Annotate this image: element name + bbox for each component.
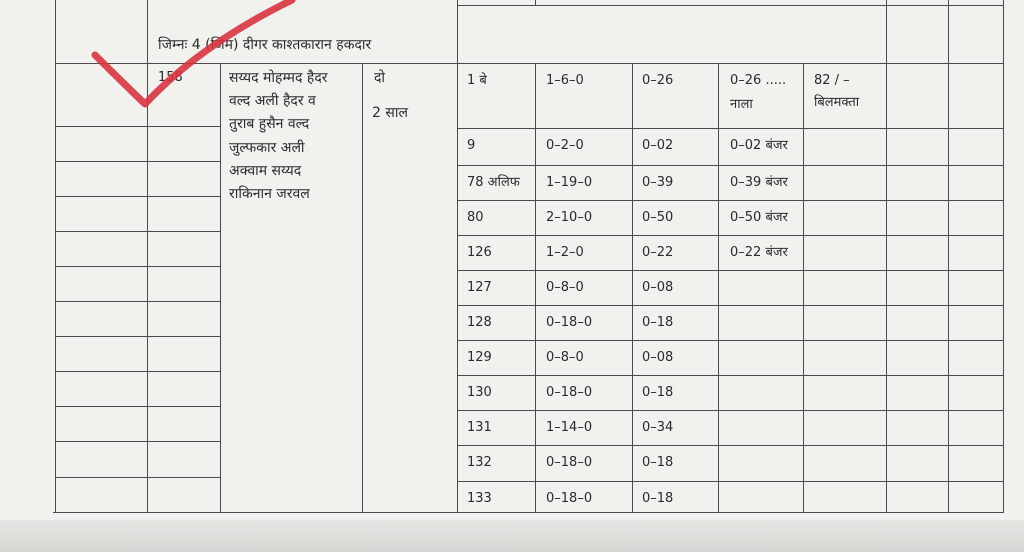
- grid-line-horizontal: [457, 375, 718, 376]
- land-note: 0–39 बंजर: [730, 175, 788, 190]
- area-value: 0–18–0: [546, 455, 593, 470]
- grid-line-horizontal: [457, 305, 718, 306]
- grid-line-horizontal: [147, 441, 220, 442]
- grid-line-horizontal: [457, 5, 1004, 6]
- grid-line-horizontal: [55, 266, 147, 267]
- grid-line-horizontal: [147, 266, 220, 267]
- grid-line-horizontal: [803, 375, 1004, 376]
- area-value: 2–10–0: [546, 210, 593, 225]
- grid-line-horizontal: [55, 231, 147, 232]
- khasra-number: 132: [467, 455, 492, 470]
- grid-line-horizontal: [803, 270, 1004, 271]
- rent-value: 0–18: [642, 491, 674, 506]
- rent-value: 0–26: [642, 73, 674, 88]
- share-line: दो: [374, 70, 386, 86]
- khasra-number: 133: [467, 491, 492, 506]
- grid-line-vertical: [457, 0, 458, 512]
- area-value: 0–18–0: [546, 491, 593, 506]
- grid-line-horizontal: [457, 200, 718, 201]
- share-line: 2 साल: [372, 105, 408, 121]
- khasra-number: 127: [467, 280, 492, 295]
- grid-line-horizontal: [803, 128, 1004, 129]
- khasra-number: 78 अलिफ: [467, 175, 520, 190]
- khasra-number: 9: [467, 138, 476, 153]
- land-note: 0–50 बंजर: [730, 210, 788, 225]
- table-right-border: [1003, 0, 1004, 512]
- rent-value: 0–22: [642, 245, 674, 260]
- khasra-number: 1 बे: [467, 73, 487, 88]
- area-value: 0–2–0: [546, 138, 584, 153]
- grid-line-horizontal: [55, 441, 147, 442]
- grid-line-horizontal: [718, 270, 803, 271]
- area-value: 0–18–0: [546, 315, 593, 330]
- grid-line-horizontal: [457, 481, 718, 482]
- grid-line-horizontal: [55, 126, 147, 127]
- rent-value: 0–08: [642, 280, 674, 295]
- area-value: 1–2–0: [546, 245, 584, 260]
- grid-line-vertical: [220, 63, 221, 512]
- grid-line-horizontal: [147, 371, 220, 372]
- rent-value: 0–18: [642, 385, 674, 400]
- grid-line-horizontal: [803, 235, 1004, 236]
- grid-line-horizontal: [457, 410, 718, 411]
- grid-line-vertical: [362, 63, 363, 512]
- khasra-number: 130: [467, 385, 492, 400]
- rent-value: 0–34: [642, 420, 674, 435]
- grid-line-horizontal: [718, 481, 803, 482]
- khasra-number: 80: [467, 210, 484, 225]
- grid-line-horizontal: [55, 477, 147, 478]
- land-note-second-line: नाला: [730, 97, 753, 112]
- land-note: 0–26 .....: [730, 73, 787, 88]
- rent-value: 0–39: [642, 175, 674, 190]
- grid-line-horizontal: [457, 270, 718, 271]
- rent-value: 0–50: [642, 210, 674, 225]
- khasra-number: 128: [467, 315, 492, 330]
- grid-line-horizontal: [147, 161, 220, 162]
- remark-second-line: बिलमक्ता: [814, 95, 860, 110]
- land-note: 0–22 बंजर: [730, 245, 788, 260]
- grid-line-horizontal: [718, 200, 803, 201]
- grid-line-horizontal: [147, 126, 220, 127]
- grid-line-horizontal: [457, 165, 718, 166]
- grid-line-horizontal: [457, 340, 718, 341]
- entry-serial-number: 158: [158, 70, 183, 85]
- grid-line-horizontal: [803, 410, 1004, 411]
- grid-line-horizontal: [457, 235, 718, 236]
- khasra-number: 129: [467, 350, 492, 365]
- grid-line-horizontal: [53, 512, 1004, 513]
- grid-line-horizontal: [55, 301, 147, 302]
- owner-name-line: राकिनान जरवल: [229, 186, 310, 202]
- rent-value: 0–08: [642, 350, 674, 365]
- grid-line-horizontal: [718, 340, 803, 341]
- grid-line-horizontal: [55, 371, 147, 372]
- area-value: 0–8–0: [546, 280, 584, 295]
- section-heading: जिम्नः 4 (जिम) दीगर काश्तकारान हकदार: [158, 37, 372, 53]
- grid-line-horizontal: [147, 406, 220, 407]
- grid-line-horizontal: [718, 375, 803, 376]
- rent-value: 0–18: [642, 455, 674, 470]
- grid-line-horizontal: [457, 445, 718, 446]
- grid-line-horizontal: [147, 477, 220, 478]
- grid-line-horizontal: [803, 200, 1004, 201]
- red-checkmark: [0, 0, 320, 120]
- grid-line-horizontal: [803, 481, 1004, 482]
- area-value: 1–14–0: [546, 420, 593, 435]
- rent-value: 0–02: [642, 138, 674, 153]
- area-value: 0–18–0: [546, 385, 593, 400]
- grid-line-horizontal: [147, 301, 220, 302]
- grid-line-horizontal: [147, 336, 220, 337]
- area-value: 0–8–0: [546, 350, 584, 365]
- khasra-number: 131: [467, 420, 492, 435]
- grid-line-horizontal: [718, 128, 803, 129]
- grid-line-horizontal: [55, 336, 147, 337]
- area-value: 1–19–0: [546, 175, 593, 190]
- grid-line-horizontal: [803, 445, 1004, 446]
- khasra-number: 126: [467, 245, 492, 260]
- grid-line-horizontal: [147, 231, 220, 232]
- land-note: 0–02 बंजर: [730, 138, 788, 153]
- owner-name-line: वल्द अली हैदर व: [229, 93, 316, 110]
- grid-line-horizontal: [55, 196, 147, 197]
- grid-line-horizontal: [55, 406, 147, 407]
- grid-line-horizontal: [803, 165, 1004, 166]
- grid-line-horizontal: [718, 165, 803, 166]
- grid-line-horizontal: [457, 128, 718, 129]
- grid-line-horizontal: [803, 340, 1004, 341]
- owner-name-line: जुल्फकार अली: [229, 139, 305, 156]
- grid-line-horizontal: [147, 196, 220, 197]
- owner-name-line: सय्यद मोहम्मद हैदर: [229, 70, 328, 86]
- grid-line-vertical: [535, 0, 536, 5]
- grid-line-vertical: [948, 0, 949, 512]
- rent-value: 0–18: [642, 315, 674, 330]
- grid-line-horizontal: [718, 305, 803, 306]
- grid-line-horizontal: [718, 445, 803, 446]
- area-value: 1–6–0: [546, 73, 584, 88]
- grid-line-horizontal: [55, 161, 147, 162]
- remark-text: 82 / –: [814, 73, 850, 88]
- grid-line-horizontal: [718, 410, 803, 411]
- owner-name-line: तुराब हुसैन वल्द: [229, 116, 310, 133]
- grid-line-vertical: [886, 0, 887, 512]
- owner-name-line: अक्वाम सय्यद: [229, 162, 302, 179]
- grid-line-horizontal: [803, 305, 1004, 306]
- grid-line-horizontal: [718, 235, 803, 236]
